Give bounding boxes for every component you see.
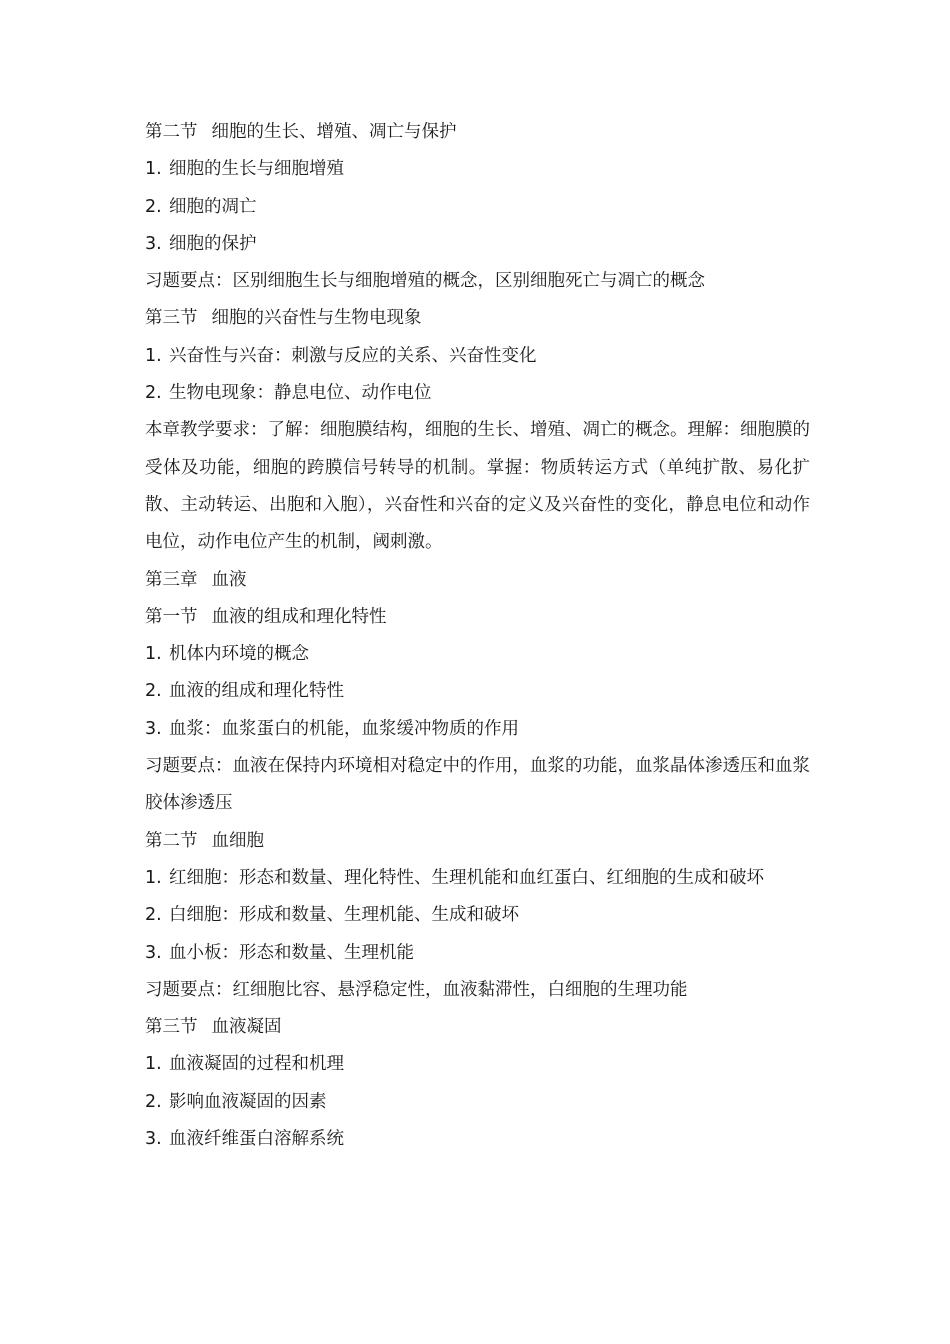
section-title: 细胞的生长、增殖、凋亡与保护 bbox=[211, 122, 457, 142]
section-number: 第二节 bbox=[145, 122, 198, 142]
list-item bbox=[145, 636, 810, 673]
item-number: 2. bbox=[145, 383, 162, 404]
item-text: 血浆：血浆蛋白的机能，血浆缓冲物质的作用 bbox=[169, 718, 519, 739]
item-number: 2. bbox=[145, 1091, 162, 1112]
exercise-points: 习题要点：血液在保持内环境相对稳定中的作用，血浆的功能，血浆晶体渗透压和血浆胶体渗透压 bbox=[145, 756, 810, 814]
list-item bbox=[145, 338, 810, 375]
section-number: 第三节 bbox=[145, 1017, 198, 1038]
item-number: 1. bbox=[145, 644, 162, 665]
document-page bbox=[145, 114, 810, 1158]
item-number: 2. bbox=[145, 905, 162, 926]
list-item bbox=[145, 711, 810, 748]
item-number: 2. bbox=[145, 681, 162, 702]
chapter-requirements: 本章教学要求：了解：细胞膜结构，细胞的生长、增殖、凋亡的概念。理解：细胞膜的受体及功能，细胞的跨膜信号转导的机制。掌握：物质转运方式（单纯扩散、易化扩散、主动转运、出胞和入胞），兴奋性和兴奋的定义及兴奋性的变化，静息电位和动作电位，动作电位产生的机制，阈刺激。 bbox=[145, 420, 810, 553]
list-item bbox=[145, 1046, 810, 1083]
item-number: 3. bbox=[145, 718, 162, 739]
chapter-heading bbox=[145, 562, 810, 599]
item-text: 血液纤维蛋白溶解系统 bbox=[169, 1129, 344, 1150]
item-number: 1. bbox=[145, 1054, 162, 1075]
item-text: 白细胞：形成和数量、生理机能、生成和破坏 bbox=[169, 905, 519, 926]
item-text: 细胞的保护 bbox=[169, 233, 257, 254]
item-number: 3. bbox=[145, 942, 162, 963]
item-number: 1. bbox=[145, 867, 162, 888]
item-text: 兴奋性与兴奋：刺激与反应的关系、兴奋性变化 bbox=[169, 345, 537, 366]
section-heading bbox=[145, 823, 810, 860]
section-number: 第一节 bbox=[145, 606, 198, 627]
item-text: 血小板：形态和数量、生理机能 bbox=[169, 942, 414, 963]
list-item bbox=[145, 673, 810, 710]
item-number: 1. bbox=[145, 345, 162, 366]
section-title: 细胞的兴奋性与生物电现象 bbox=[211, 308, 422, 329]
section-heading bbox=[145, 300, 810, 337]
list-item bbox=[145, 375, 810, 412]
item-number: 2. bbox=[145, 196, 162, 217]
list-item bbox=[145, 151, 810, 188]
section-heading bbox=[145, 1009, 810, 1046]
item-text: 红细胞：形态和数量、理化特性、生理机能和血红蛋白、红细胞的生成和破坏 bbox=[169, 867, 764, 888]
item-number: 3. bbox=[145, 233, 162, 254]
item-number: 1. bbox=[145, 159, 162, 180]
section-title: 血液的组成和理化特性 bbox=[211, 606, 387, 627]
section-number: 第二节 bbox=[145, 830, 198, 851]
item-text: 血液凝固的过程和机理 bbox=[169, 1054, 344, 1075]
section-title: 血液凝固 bbox=[211, 1017, 282, 1038]
section-heading bbox=[145, 114, 810, 151]
list-item bbox=[145, 1121, 810, 1158]
section-title: 血细胞 bbox=[211, 830, 264, 851]
section-heading bbox=[145, 599, 810, 636]
item-number: 3. bbox=[145, 1129, 162, 1150]
item-text: 血液的组成和理化特性 bbox=[169, 681, 344, 702]
item-text: 细胞的生长与细胞增殖 bbox=[169, 159, 344, 180]
list-item bbox=[145, 860, 810, 897]
list-item bbox=[145, 897, 810, 934]
list-item bbox=[145, 935, 810, 972]
chapter-number: 第三章 bbox=[145, 569, 198, 590]
section-number: 第三节 bbox=[145, 308, 198, 329]
item-text: 机体内环境的概念 bbox=[169, 644, 309, 665]
exercise-points: 习题要点：区别细胞生长与细胞增殖的概念，区别细胞死亡与凋亡的概念 bbox=[145, 271, 705, 292]
list-item bbox=[145, 226, 810, 263]
item-text: 生物电现象：静息电位、动作电位 bbox=[169, 383, 432, 404]
list-item bbox=[145, 1084, 810, 1121]
item-text: 细胞的凋亡 bbox=[169, 196, 257, 217]
list-item bbox=[145, 189, 810, 226]
chapter-title: 血液 bbox=[211, 569, 247, 590]
exercise-points: 习题要点：红细胞比容、悬浮稳定性，血液黏滞性，白细胞的生理功能 bbox=[145, 979, 688, 1000]
item-text: 影响血液凝固的因素 bbox=[169, 1091, 327, 1112]
